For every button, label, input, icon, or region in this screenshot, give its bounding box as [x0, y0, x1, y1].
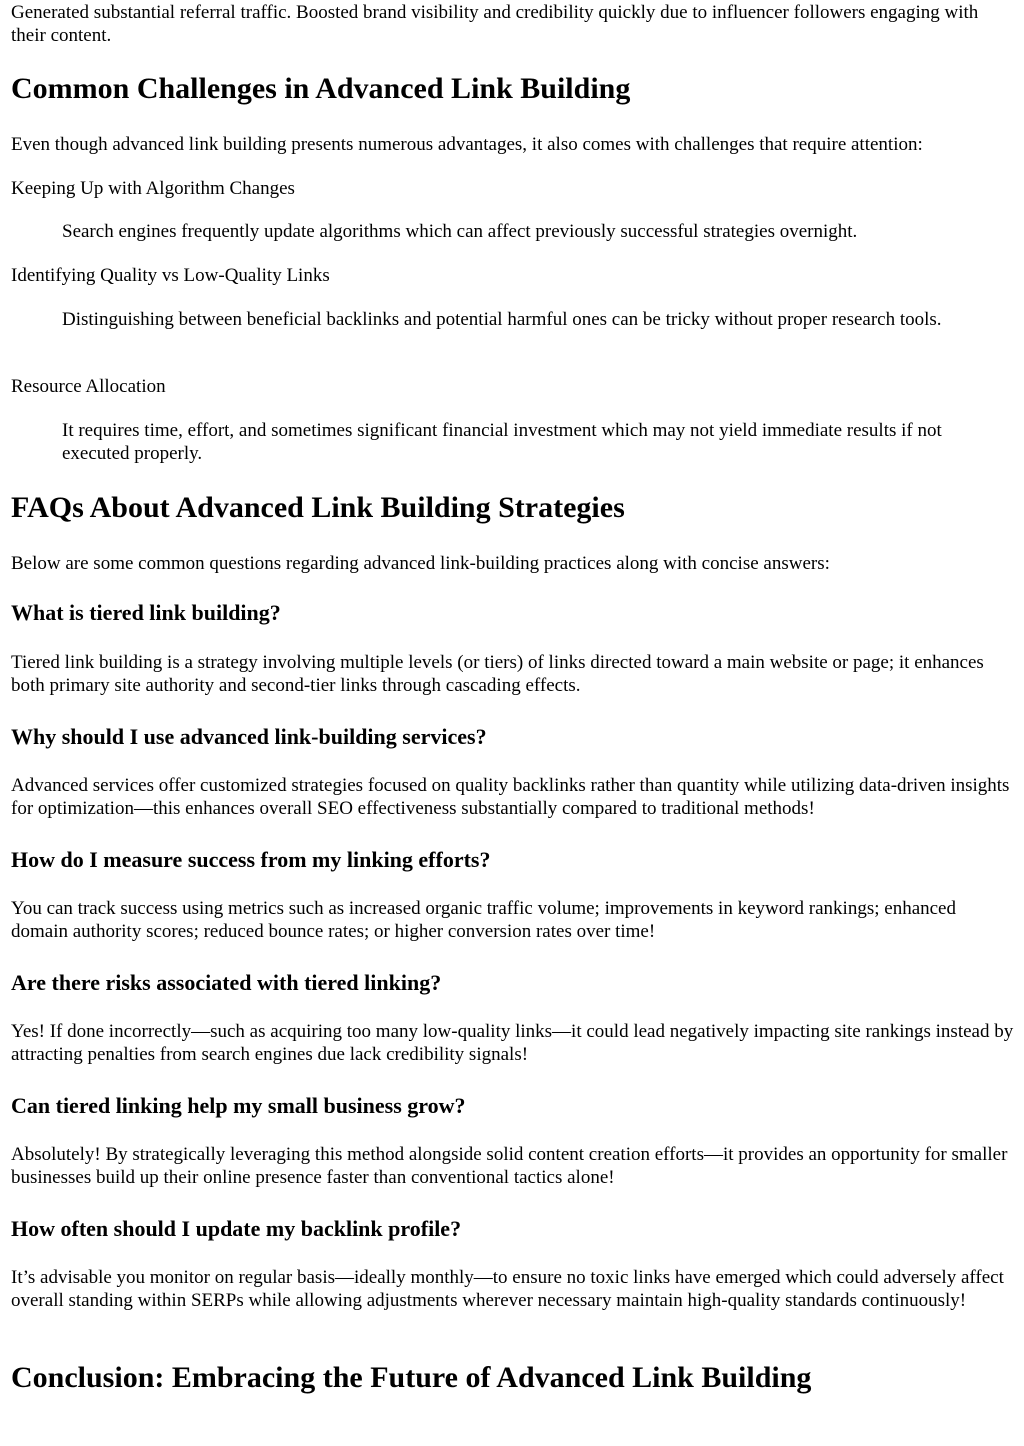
faq-question: Why should I use advanced link-building services?	[11, 724, 487, 749]
challenges-heading: Common Challenges in Advanced Link Building	[11, 72, 631, 105]
challenge-term: Identifying Quality vs Low-Quality Links	[11, 265, 330, 286]
faq-answer: It’s advisable you monitor on regular basis—ideally monthly—to ensure no toxic links have emerged which could adversely affect overall standing within SERPs while allowing adjustments wherever necessary maintain high-quality standards continuously!	[11, 1267, 1004, 1311]
challenge-term: Resource Allocation	[11, 376, 166, 397]
faqs-heading: FAQs About Advanced Link Building Strategies	[11, 491, 625, 524]
faq-question: Are there risks associated with tiered linking?	[11, 970, 442, 995]
faq-question: Can tiered linking help my small business grow?	[11, 1093, 466, 1118]
challenge-description: Distinguishing between beneficial backlinks and potential harmful ones can be tricky without proper research tools.	[62, 309, 942, 330]
faq-question: What is tiered link building?	[11, 600, 281, 625]
faqs-intro: Below are some common questions regarding advanced link-building practices along with concise answers:	[11, 553, 830, 574]
challenge-term: Keeping Up with Algorithm Changes	[11, 178, 295, 199]
intro-paragraph: Generated substantial referral traffic. Boosted brand visibility and credibility quickly due to influencer followers engaging with their content.	[11, 2, 979, 46]
conclusion-heading: Conclusion: Embracing the Future of Advanced Link Building	[11, 1361, 812, 1394]
challenges-intro: Even though advanced link building presents numerous advantages, it also comes with challenges that require attention:	[11, 134, 923, 155]
challenge-description: Search engines frequently update algorithms which can affect previously successful strategies overnight.	[62, 221, 858, 242]
faq-question: How often should I update my backlink profile?	[11, 1216, 462, 1241]
faq-answer: You can track success using metrics such as increased organic traffic volume; improvements in keyword rankings; enhanced domain authority scores; reduced bounce rates; or higher conversion rates over time!	[11, 898, 956, 942]
faq-answer: Advanced services offer customized strategies focused on quality backlinks rather than quantity while utilizing data-driven insights for optimization—this enhances overall SEO effectiveness substantially compared to traditional methods!	[11, 775, 1010, 819]
faq-question: How do I measure success from my linking efforts?	[11, 847, 491, 872]
faq-answer: Tiered link building is a strategy involving multiple levels (or tiers) of links directed toward a main website or page; it enhances both primary site authority and second-tier links through cascading effects.	[11, 652, 984, 696]
faq-answer: Yes! If done incorrectly—such as acquiring too many low-quality links—it could lead negatively impacting site rankings instead by attracting penalties from search engines due lack credibility signals!	[11, 1021, 1014, 1065]
challenge-description: It requires time, effort, and sometimes significant financial investment which may not yield immediate results if not executed properly.	[62, 420, 942, 464]
faq-answer: Absolutely! By strategically leveraging this method alongside solid content creation efforts—it provides an opportunity for smaller businesses build up their online presence faster than conventional tactics alone!	[11, 1144, 1008, 1188]
